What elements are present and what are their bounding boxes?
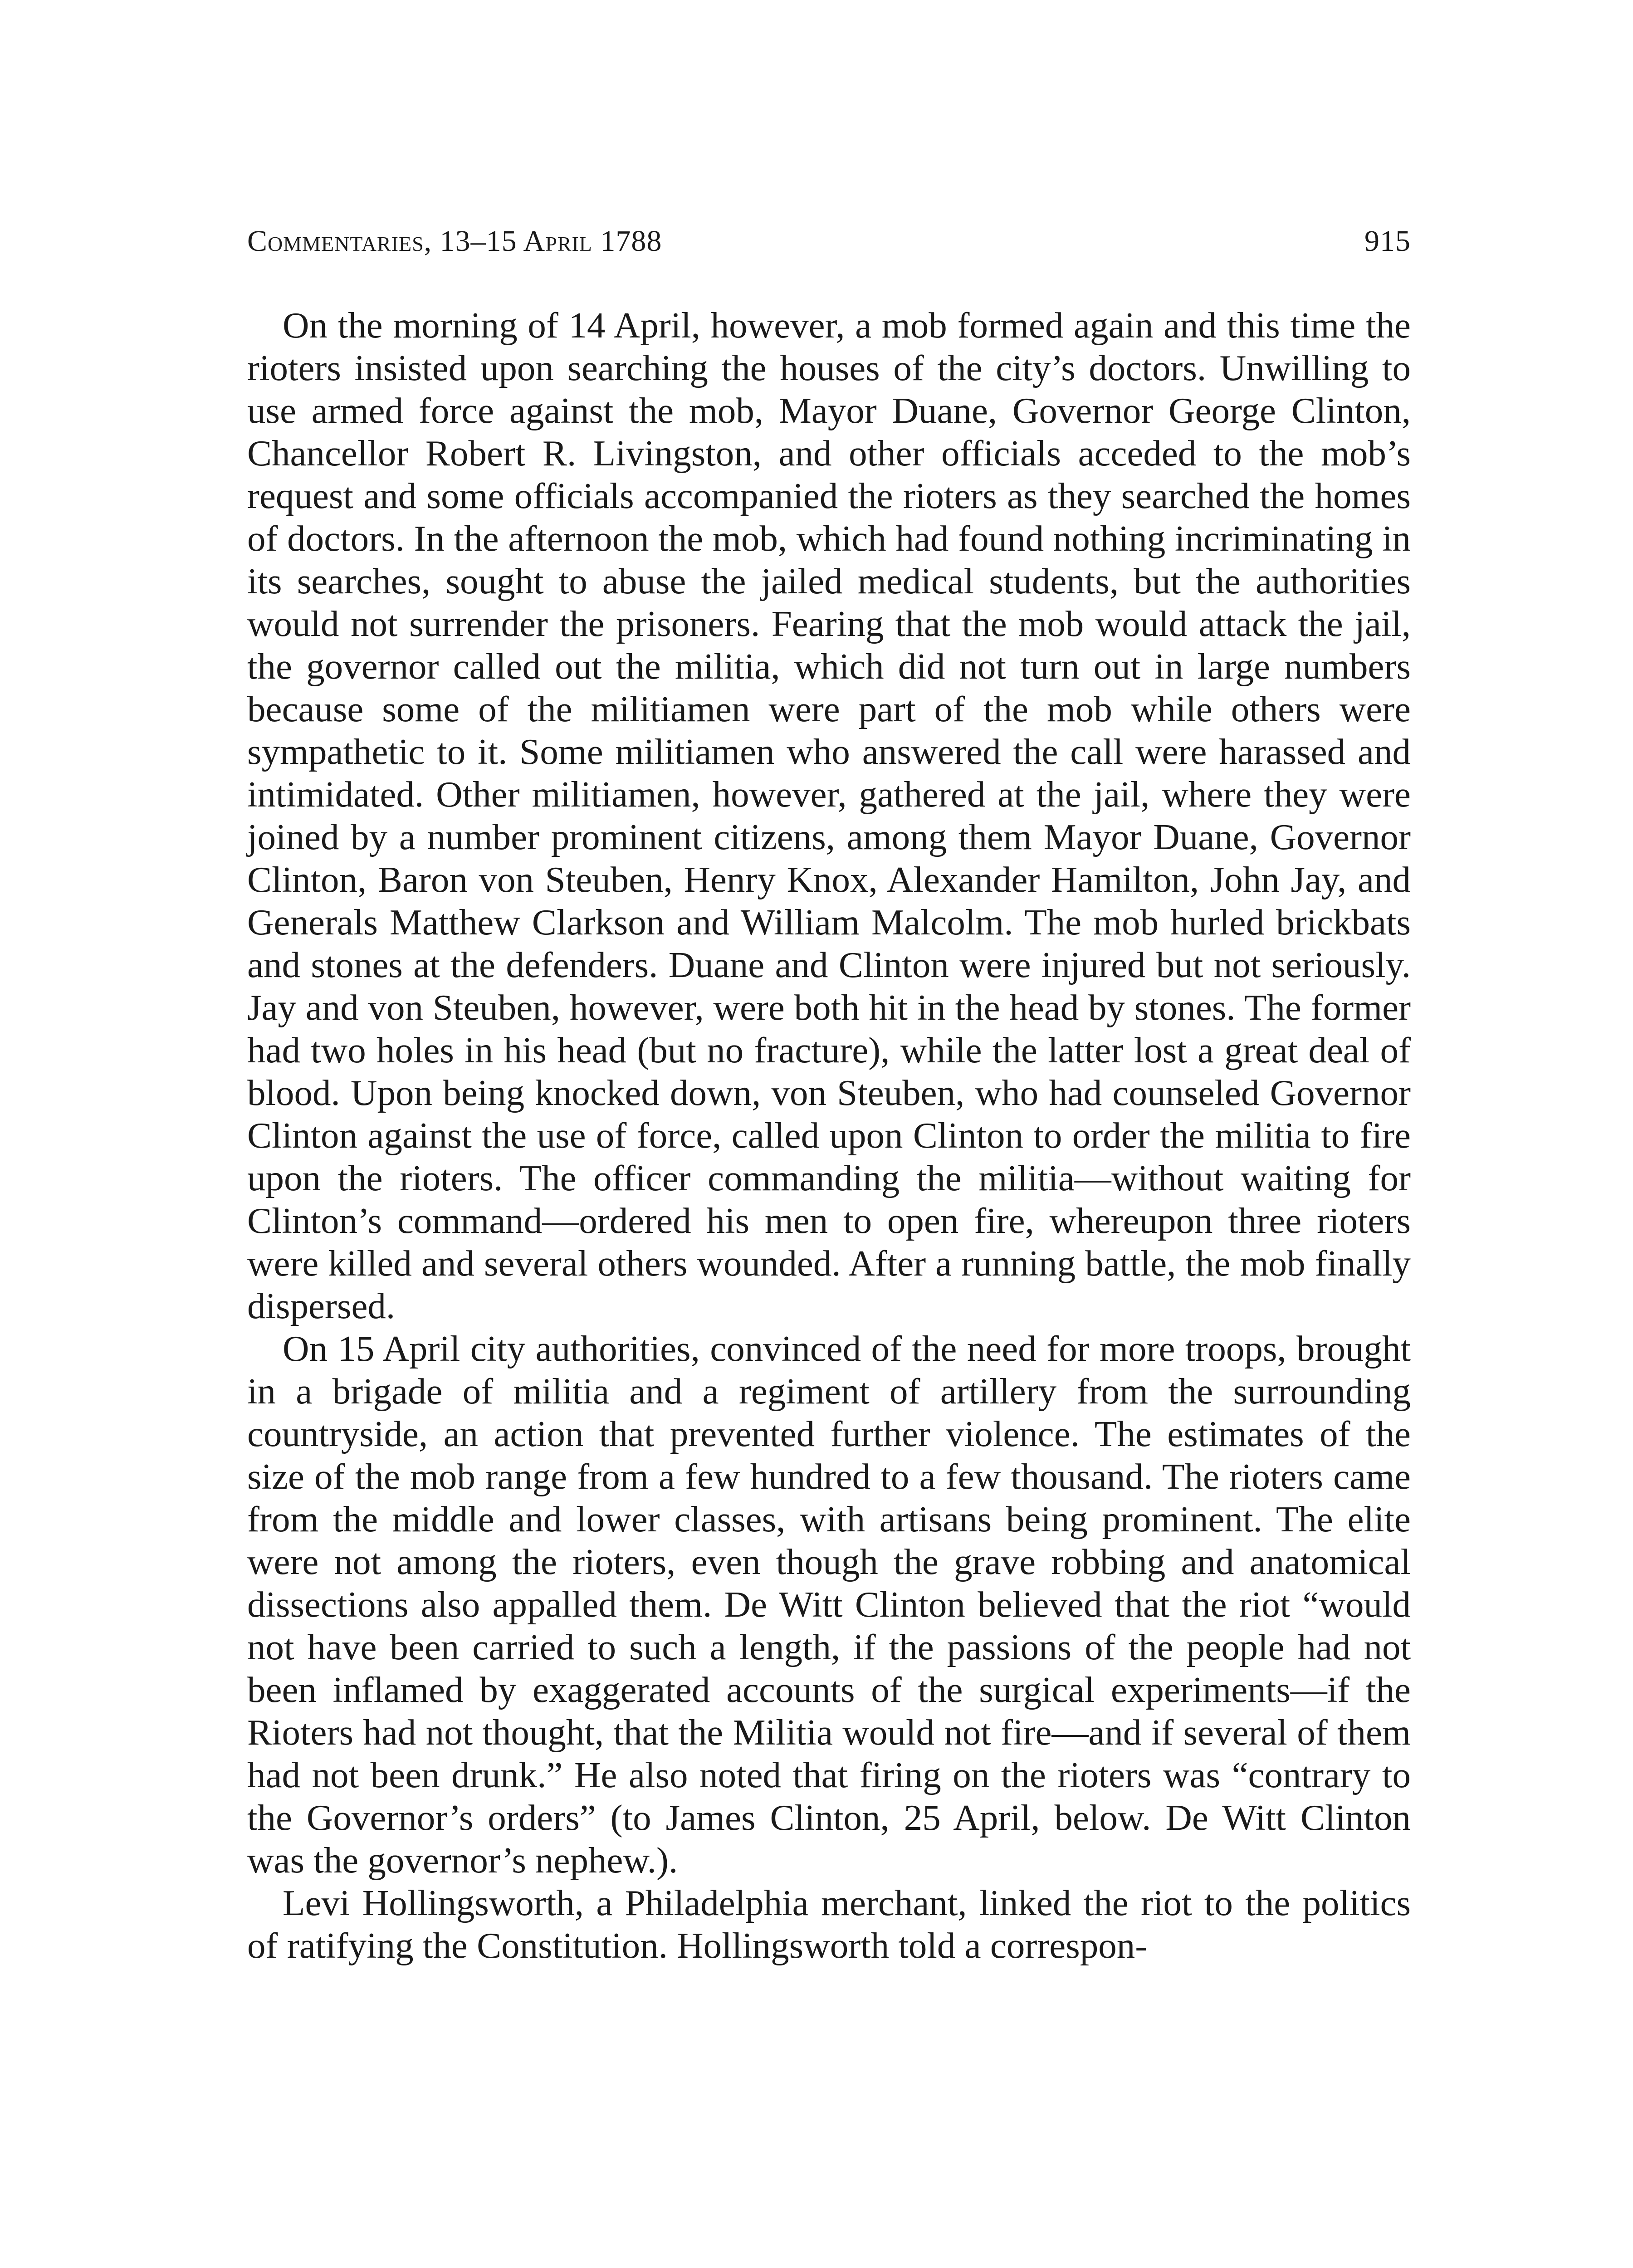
page-number: 915: [1364, 225, 1411, 258]
running-head-title: Commentaries, 13–15 April 1788: [247, 225, 662, 258]
paragraph: Levi Hollingsworth, a Philadelphia merchant, linked the riot to the politics of ratifying the Constitution. Hollingsworth told a correspon-: [247, 1882, 1411, 1966]
paragraph: On the morning of 14 April, however, a mob formed again and this time the rioters insisted upon searching the houses of the city’s doctors. Unwilling to use armed force against the mob, Mayor Duane, Governor George Clinton, Chancellor Robert R. Livingston, and other officials acceded to the mob’s request and some officials accompanied the rioters as they searched the homes of doctors. In the afternoon the mob, which had found nothing incriminating in its searches, sought to abuse the jailed medical students, but the authorities would not surrender the prisoners. Fearing that the mob would attack the jail, the governor called out the militia, which did not turn out in large numbers because some of the militiamen were part of the mob while others were sympathetic to it. Some militiamen who answered the call were harassed and intimidated. Other militiamen, however, gathered at the jail, where they were joined by a number prominent citizens, among them Mayor Duane, Governor Clinton, Baron von Steuben, Henry Knox, Alexander Hamilton, John Jay, and Generals Matthew Clarkson and William Malcolm. The mob hurled brickbats and stones at the defenders. Duane and Clinton were injured but not seriously. Jay and von Steuben, however, were both hit in the head by stones. The former had two holes in his head (but no fracture), while the latter lost a great deal of blood. Upon being knocked down, von Steuben, who had counseled Governor Clinton against the use of force, called upon Clinton to order the militia to fire upon the rioters. The officer commanding the militia—without waiting for Clinton’s command—ordered his men to open fire, whereupon three rioters were killed and several others wounded. After a running battle, the mob finally dispersed.: [247, 305, 1411, 1326]
paragraph: On 15 April city authorities, convinced of the need for more troops, brought in a brigade of militia and a regiment of artillery from the surrounding countryside, an action that prevented further violence. The estimates of the size of the mob range from a few hundred to a few thousand. The rioters came from the middle and lower classes, with artisans being prominent. The elite were not among the rioters, even though the grave robbing and anatomical dissections also appalled them. De Witt Clinton believed that the riot “would not have been carried to such a length, if the passions of the people had not been inflamed by exaggerated accounts of the surgical experiments—if the Rioters had not thought, that the Militia would not fire—and if several of them had not been drunk.” He also noted that firing on the rioters was “contrary to the Governor’s orders” (to James Clinton, 25 April, below. De Witt Clinton was the governor’s nephew.).: [247, 1328, 1411, 1881]
body-text: [247, 304, 1411, 1967]
running-head: [247, 221, 1411, 262]
